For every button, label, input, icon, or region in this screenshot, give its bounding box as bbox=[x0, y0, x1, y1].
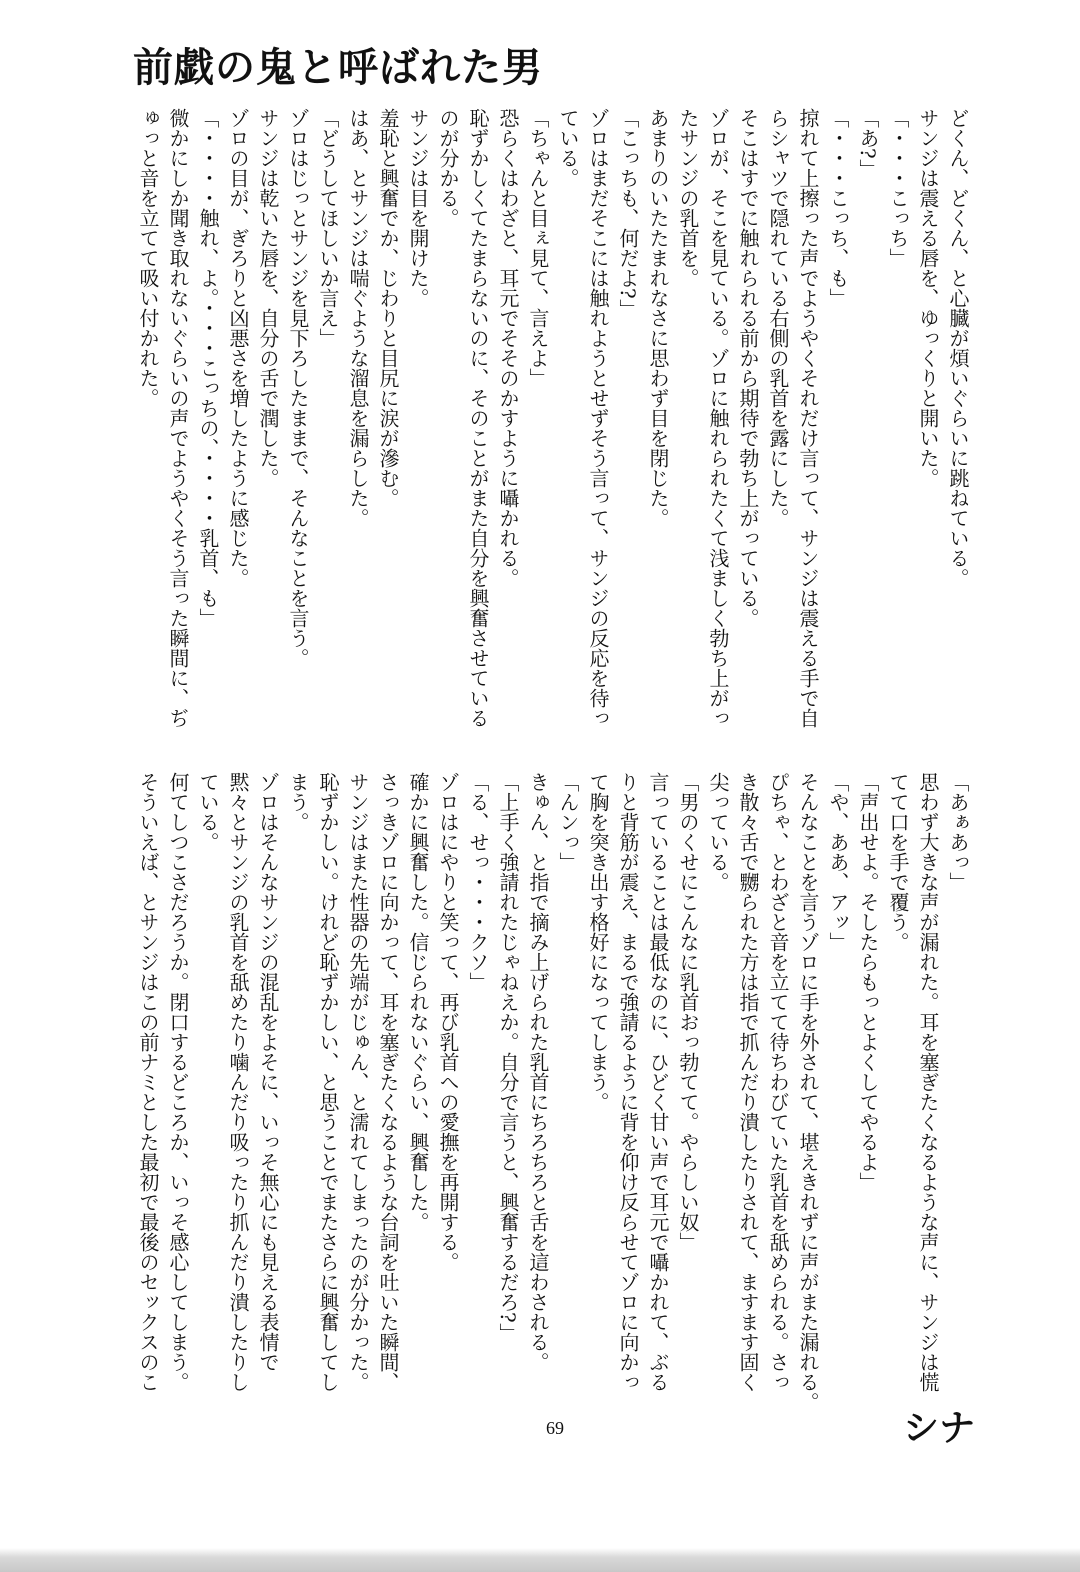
text-column: あまりのいたたまれなさに思わず目を閉じた。 bbox=[646, 108, 670, 528]
text-column: ゅっと音を立てて吸い付かれた。 bbox=[136, 108, 160, 408]
text-column: 「こっちも、何だよ?」 bbox=[616, 108, 640, 319]
text-column: ゾロの目が、ぎろりと凶悪さを増したように感じた。 bbox=[226, 108, 250, 588]
text-column: 掠れて上擦った声でようやくそれだけ言って、サンジは震える手で自 bbox=[796, 108, 820, 728]
text-column: 確かに興奮した。信じられないぐらい、興奮した。 bbox=[406, 772, 430, 1232]
text-column: サンジは震える唇を、ゆっくりと開いた。 bbox=[916, 108, 940, 488]
text-block-bottom bbox=[133, 772, 973, 1412]
text-column: 恥ずかしい。けれど恥ずかしい、と思うことでまたさらに興奮してし bbox=[316, 772, 340, 1392]
text-column: さっきゾロに向かって、耳を塞ぎたくなるような台詞を吐いた瞬間、 bbox=[376, 772, 400, 1392]
text-column: ゾロはまだそこには触れようとせずそう言って、サンジの反応を待っ bbox=[586, 108, 610, 728]
text-column: き散々舌で嬲られた方は指で抓んだり潰したりされて、ますます固く bbox=[736, 772, 760, 1392]
text-column: 「あ?」 bbox=[856, 108, 880, 179]
text-column: きゅん、と指で摘み上げられた乳首にちろちろと舌を這わされる。 bbox=[526, 772, 550, 1372]
text-column: はあ、とサンジは喘ぐような溜息を漏らした。 bbox=[346, 108, 370, 528]
text-column: 「上手く強請れたじゃねえか。自分で言うと、興奮するだろ?」 bbox=[496, 772, 520, 1343]
text-column: 「男のくせにこんなに乳首おっ勃てて。やらしい奴」 bbox=[676, 772, 700, 1252]
text-block-top bbox=[133, 108, 973, 738]
text-column: サンジはまた性器の先端がじゅん、と濡れてしまったのが分かった。 bbox=[346, 772, 370, 1392]
text-column: サンジは目を開けた。 bbox=[406, 108, 430, 308]
text-column: 「・・・・触れ、よ。・・・こっちの、・・・・乳首、も」 bbox=[196, 108, 220, 628]
text-column: 「ちゃんと目ぇ見て、言えよ」 bbox=[526, 108, 550, 388]
text-column: 「んンっ」 bbox=[556, 772, 580, 872]
text-column: ている。 bbox=[556, 108, 580, 188]
text-column: 黙々とサンジの乳首を舐めたり噛んだり吸ったり抓んだり潰したりし bbox=[226, 772, 250, 1392]
text-column: 「る、せっ・・・クソ」 bbox=[466, 772, 490, 992]
text-column: 微かにしか聞き取れないぐらいの声でようやくそう言った瞬間に、ぢ bbox=[166, 108, 190, 728]
text-column: のが分かる。 bbox=[436, 108, 460, 228]
text-column: そんなことを言うゾロに手を外されて、堪えきれずに声がまた漏れる。 bbox=[796, 772, 820, 1412]
scan-edge bbox=[0, 1548, 1080, 1572]
text-column: サンジは乾いた唇を、自分の舌で潤した。 bbox=[256, 108, 280, 488]
text-column: そこはすでに触れられる前から期待で勃ち上がっている。 bbox=[736, 108, 760, 628]
text-column: 尖っている。 bbox=[706, 772, 730, 892]
text-column: ゾロはそんなサンジの混乱をよそに、いっそ無心にも見える表情で bbox=[256, 772, 280, 1372]
text-column: 「・・・こっち」 bbox=[886, 108, 910, 268]
text-column: まう。 bbox=[286, 772, 310, 832]
text-column: 何てしつこさだろうか。閉口するどころか、いっそ感心してしまう。 bbox=[166, 772, 190, 1392]
text-column: 「や、ああ、アッ」 bbox=[826, 772, 850, 952]
text-column: 「・・・こっち、も」 bbox=[826, 108, 850, 308]
text-column: 「あぁあっ」 bbox=[946, 772, 970, 892]
text-column: 思わず大きな声が漏れた。耳を塞ぎたくなるような声に、サンジは慌 bbox=[916, 772, 940, 1392]
text-column: ゾロはにやりと笑って、再び乳首への愛撫を再開する。 bbox=[436, 772, 460, 1272]
page-number: 69 bbox=[546, 1418, 564, 1438]
author-name: シナ bbox=[903, 1408, 976, 1449]
text-column: たサンジの乳首を。 bbox=[676, 108, 700, 288]
text-column: 「どうしてほしいか言え」 bbox=[316, 108, 340, 348]
text-column: りと背筋が震え、まるで強請るように背を仰け反らせてゾロに向かっ bbox=[616, 772, 640, 1392]
text-column: て胸を突き出す格好になってしまう。 bbox=[586, 772, 610, 1112]
text-column: ゾロはじっとサンジを見下ろしたままで、そんなことを言う。 bbox=[286, 108, 310, 668]
text-column: ている。 bbox=[196, 772, 220, 852]
text-column: 言っていることは最低なのに、ひどく甘い声で耳元で囁かれて、ぶる bbox=[646, 772, 670, 1392]
text-column: らシャツで隠れている右側の乳首を露にした。 bbox=[766, 108, 790, 528]
text-column: てて口を手で覆う。 bbox=[886, 772, 910, 952]
text-column: 恥ずかしくてたまらないのに、そのことがまた自分を興奮させている bbox=[466, 108, 490, 728]
text-column: 羞恥と興奮でか、じわりと目尻に涙が滲む。 bbox=[376, 108, 400, 508]
text-column: どくん、どくん、と心臓が煩いぐらいに跳ねている。 bbox=[946, 108, 970, 588]
text-column: ぴちゃ、とわざと音を立てて待ちわびていた乳首を舐められる。さっ bbox=[766, 772, 790, 1392]
text-column: そういえば、とサンジはこの前ナミとした最初で最後のセックスのこ bbox=[136, 772, 160, 1392]
text-column: 「声出せよ。そしたらもっとよくしてやるよ」 bbox=[856, 772, 880, 1192]
page-title: 前戯の鬼と呼ばれた男 bbox=[133, 45, 543, 91]
text-column: 恐らくはわざと、耳元でそそのかすように囁かれる。 bbox=[496, 108, 520, 588]
text-column: ゾロが、そこを見ている。ゾロに触れられたくて浅ましく勃ち上がっ bbox=[706, 108, 730, 728]
